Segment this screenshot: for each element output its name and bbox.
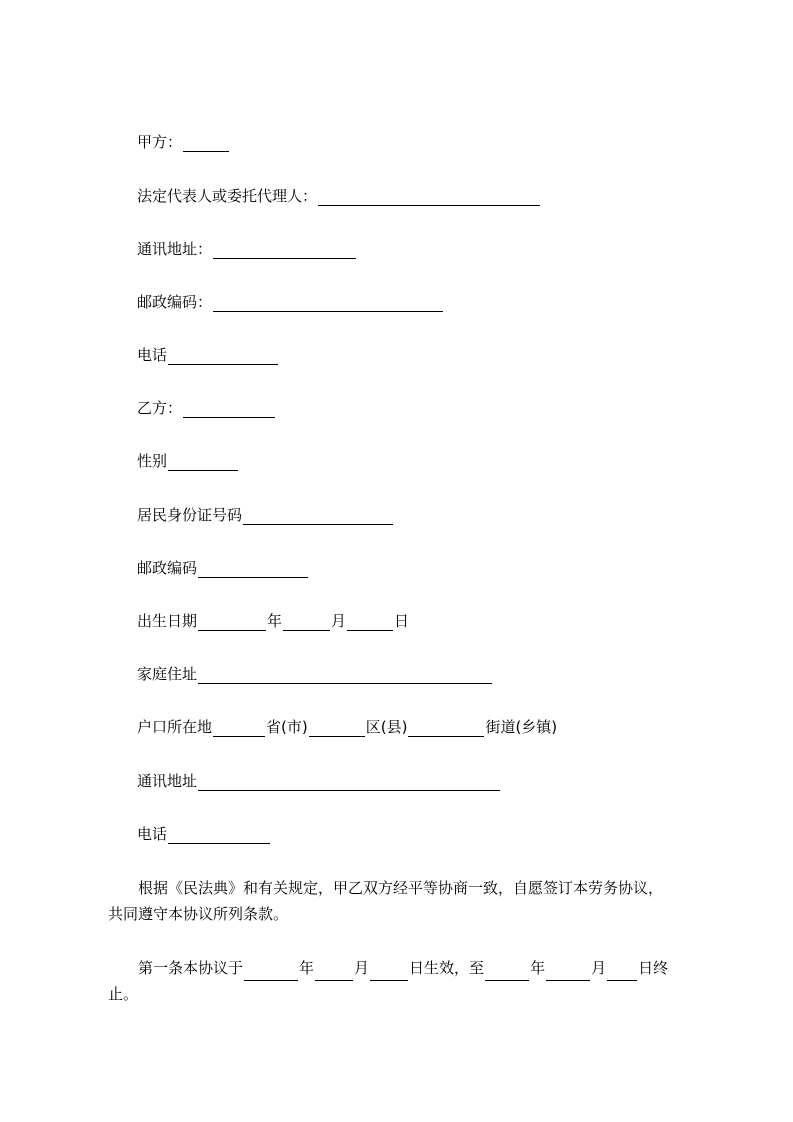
id-number-blank[interactable]: [243, 508, 393, 525]
end-year-label: 年: [530, 959, 546, 977]
address-a-label: 通讯地址：: [137, 240, 213, 258]
phone-b-row: [137, 824, 271, 844]
address-b-label: 通讯地址: [137, 772, 198, 790]
postal-a-blank[interactable]: [213, 295, 443, 312]
address-a-blank[interactable]: [213, 242, 356, 259]
intro-paragraph: [108, 875, 698, 927]
hukou-district-label: 区(县): [365, 718, 408, 736]
birth-date-row: [137, 611, 409, 631]
start-month-label: 月: [354, 959, 370, 977]
birth-month-label: 月: [331, 612, 347, 630]
hukou-label: 户口所在地: [137, 718, 213, 736]
end-day-blank[interactable]: [607, 964, 637, 981]
end-month-blank[interactable]: [546, 964, 590, 981]
birth-day-blank[interactable]: [347, 614, 393, 631]
legal-rep-row: [137, 186, 541, 206]
hukou-province-blank[interactable]: [213, 720, 265, 737]
hukou-district-blank[interactable]: [309, 720, 365, 737]
party-a-label: 甲方：: [137, 133, 183, 151]
id-number-row: [137, 505, 394, 525]
gender-label: 性别: [137, 452, 168, 470]
article-one-start: 第一条本协议于: [138, 959, 244, 977]
postal-a-label: 邮政编码：: [137, 293, 213, 311]
address-a-row: [137, 239, 357, 259]
party-b-blank[interactable]: [183, 401, 275, 418]
effective-label: 日生效，至: [409, 959, 485, 977]
start-day-blank[interactable]: [370, 964, 408, 981]
home-address-blank[interactable]: [198, 667, 492, 684]
phone-b-blank[interactable]: [168, 827, 270, 844]
start-year-blank[interactable]: [244, 964, 298, 981]
phone-a-label: 电话: [137, 346, 168, 364]
party-b-row: [137, 398, 276, 418]
home-address-label: 家庭住址: [137, 665, 198, 683]
birth-year-blank[interactable]: [198, 614, 266, 631]
id-number-label: 居民身份证号码: [137, 506, 243, 524]
birth-date-label: 出生日期: [137, 612, 198, 630]
birth-day-label: 日: [394, 612, 410, 630]
postal-b-blank[interactable]: [198, 561, 308, 578]
start-month-blank[interactable]: [315, 964, 353, 981]
end-day-label: 日终: [638, 959, 669, 977]
party-a-blank[interactable]: [183, 135, 229, 152]
intro-line-1: 根据《民法典》和有关规定，甲乙双方经平等协商一致，自愿签订本劳务协议，: [138, 879, 664, 897]
article-one-line-1: [108, 955, 698, 981]
party-b-label: 乙方：: [137, 399, 183, 417]
postal-b-row: [137, 558, 309, 578]
hukou-province-label: 省(市): [266, 718, 308, 736]
end-year-blank[interactable]: [485, 964, 529, 981]
start-year-label: 年: [299, 959, 315, 977]
address-b-blank[interactable]: [198, 774, 500, 791]
hukou-street-blank[interactable]: [408, 720, 484, 737]
article-one-line-2: 止。: [108, 985, 139, 1003]
postal-b-label: 邮政编码: [137, 559, 198, 577]
party-a-row: [137, 132, 230, 152]
gender-blank[interactable]: [168, 454, 238, 471]
hukou-street-label: 街道(乡镇): [485, 718, 558, 736]
phone-a-row: [137, 345, 279, 365]
home-address-row: [137, 664, 493, 684]
intro-line-2: 共同遵守本协议所列条款。: [108, 905, 289, 923]
hukou-row: [137, 717, 557, 737]
article-one-paragraph: [108, 955, 698, 1007]
birth-month-blank[interactable]: [283, 614, 330, 631]
birth-year-label: 年: [267, 612, 283, 630]
phone-b-label: 电话: [137, 825, 168, 843]
legal-rep-label: 法定代表人或委托代理人：: [137, 187, 318, 205]
end-month-label: 月: [591, 959, 607, 977]
legal-rep-blank[interactable]: [318, 189, 540, 206]
address-b-row: [137, 771, 501, 791]
postal-a-row: [137, 292, 444, 312]
phone-a-blank[interactable]: [168, 348, 278, 365]
gender-row: [137, 451, 239, 471]
